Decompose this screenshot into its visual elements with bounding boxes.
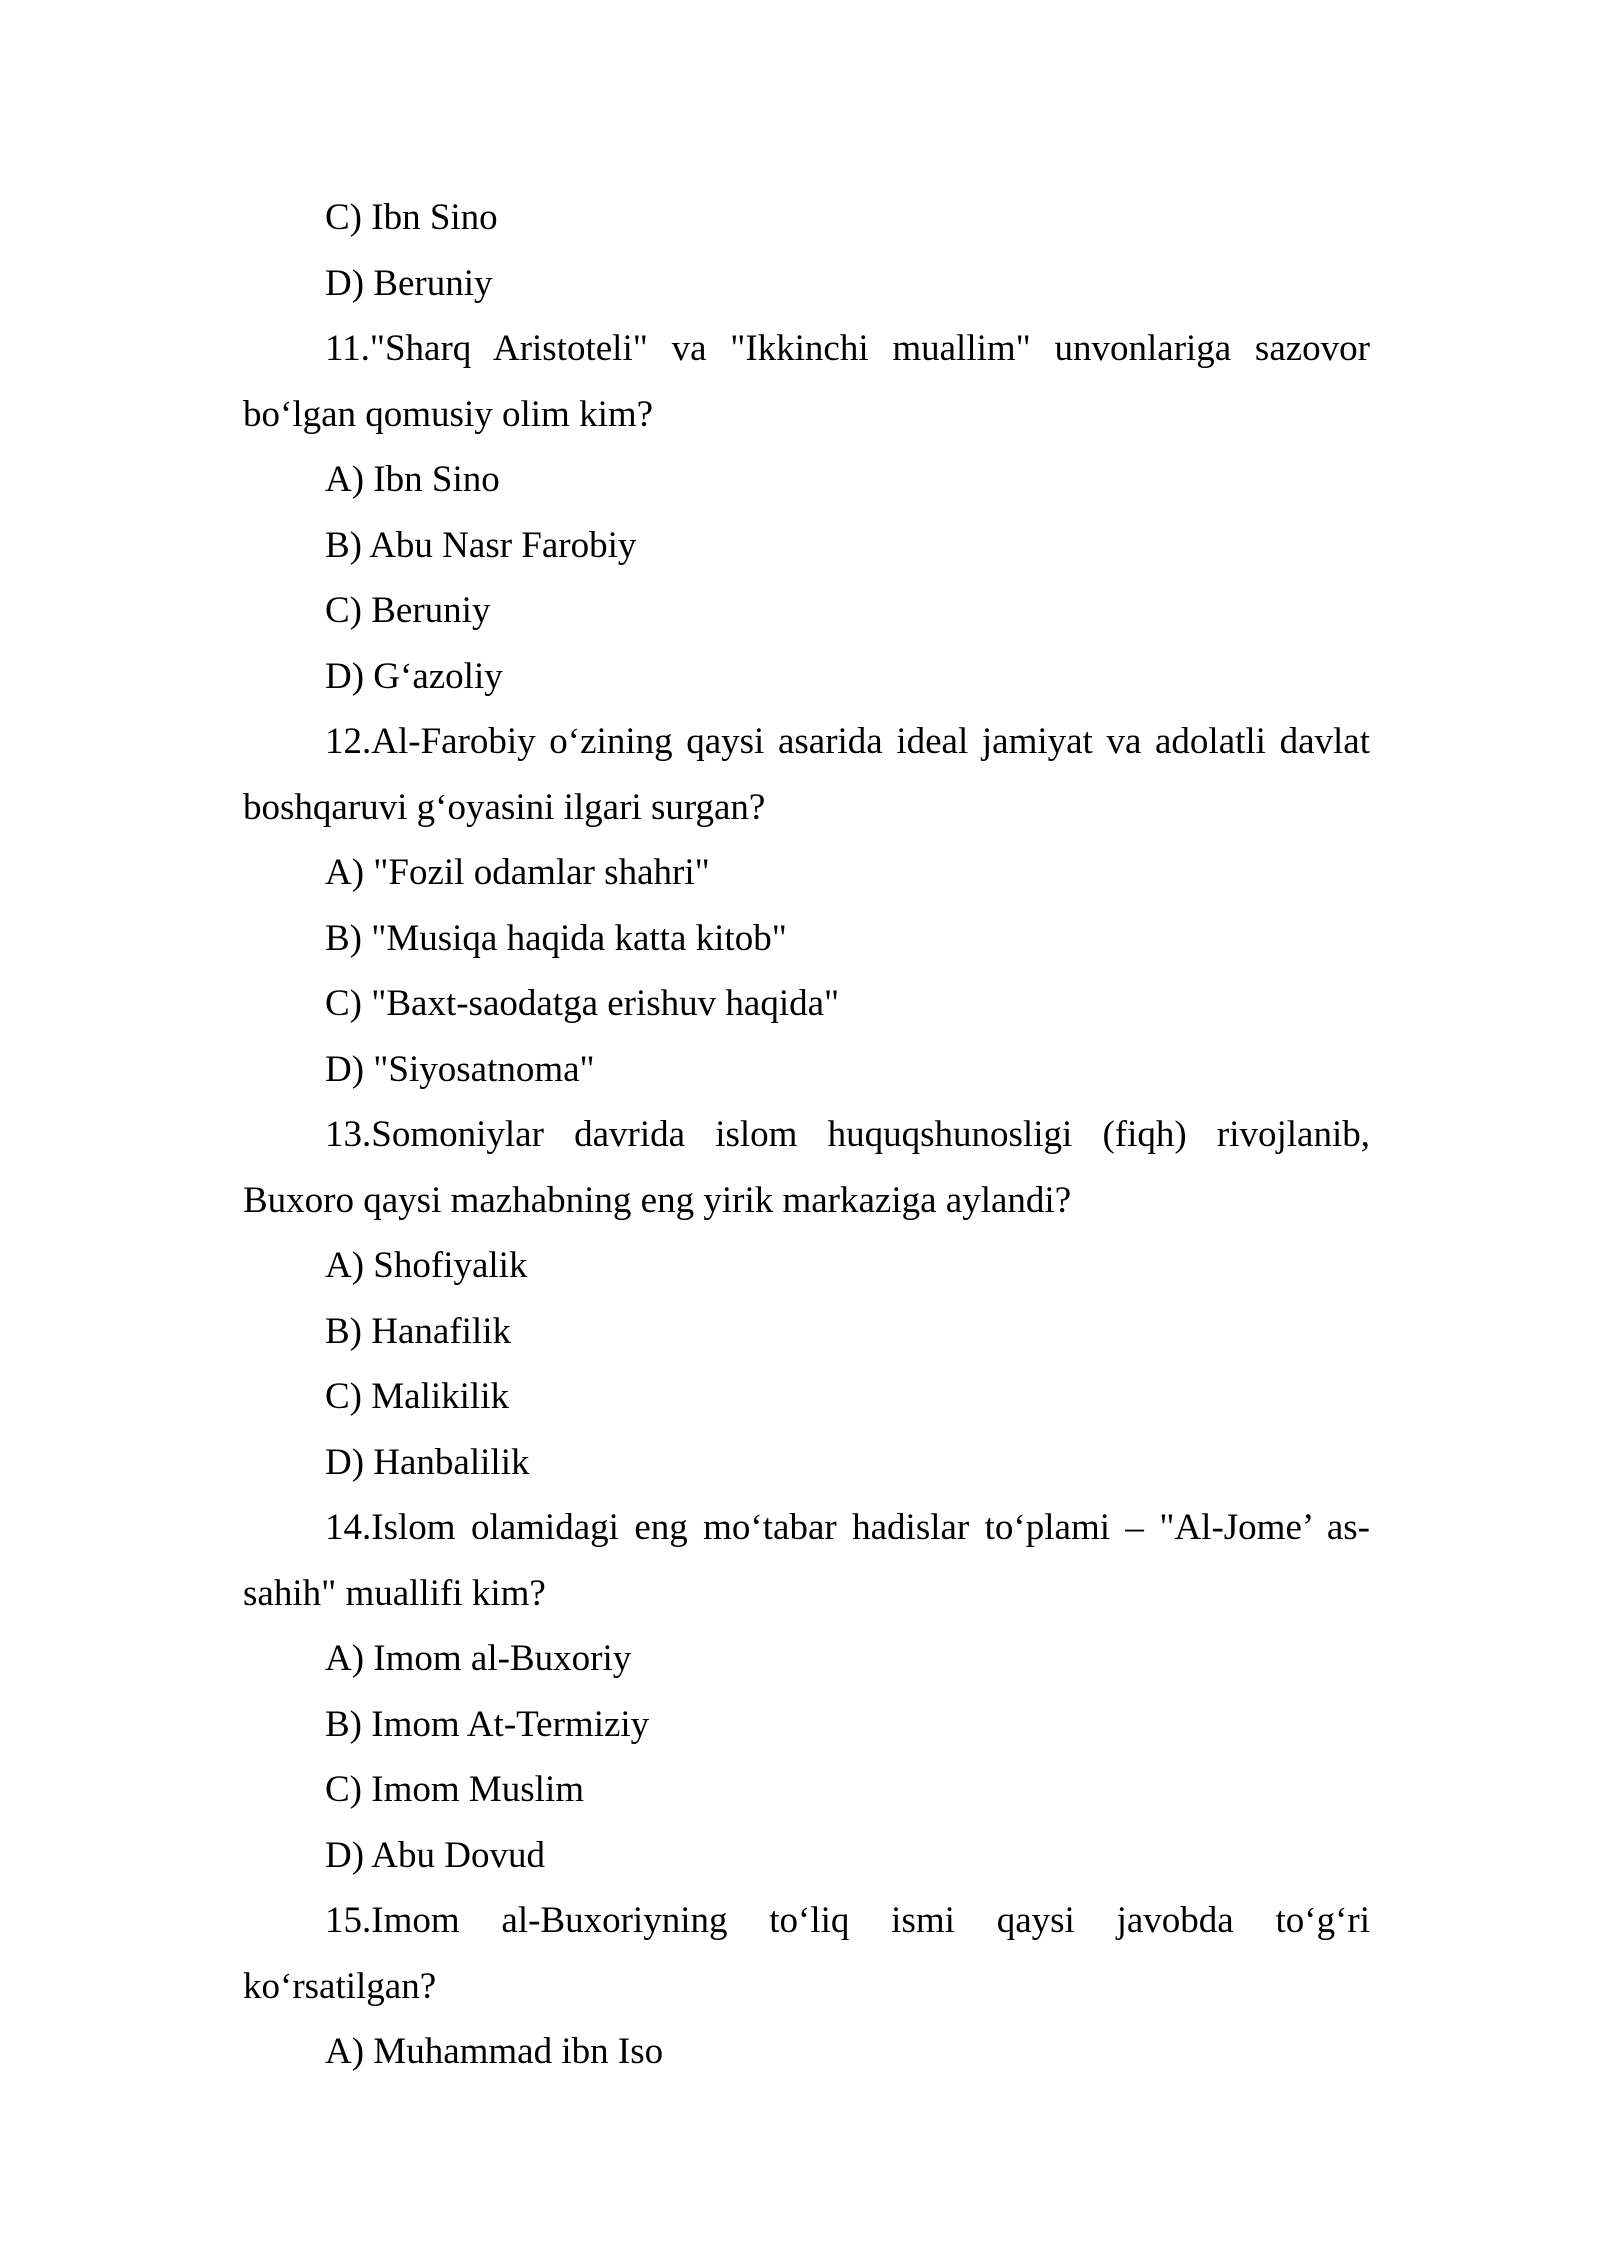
answer-option: C) Ibn Sino bbox=[325, 197, 498, 238]
answer-option: D) Beruniy bbox=[325, 262, 493, 304]
question-text: 12.Al-Farobiy o‘zining qaysi asarida ideal jamiyat va adolatli davlat bbox=[325, 721, 1370, 762]
question-text: 11."Sharq Aristoteli" va "Ikkinchi muallim" unvonlariga sazovor bbox=[325, 328, 1370, 369]
answer-option: C) Beruniy bbox=[325, 590, 491, 631]
answer-option: A) Ibn Sino bbox=[325, 459, 500, 500]
question-text-continuation: sahih" muallifi kim? bbox=[243, 1572, 546, 1614]
answer-option: B) Abu Nasr Farobiy bbox=[325, 524, 637, 566]
answer-option: B) Hanafilik bbox=[325, 1310, 511, 1352]
question-text: 14.Islom olamidagi eng mo‘tabar hadislar to‘plami – "Al-Jome’ as- bbox=[325, 1507, 1370, 1548]
answer-option: C) Imom Muslim bbox=[325, 1769, 585, 1810]
answer-option: D) G‘azoliy bbox=[325, 655, 503, 697]
question-text-continuation: bo‘lgan qomusiy olim kim? bbox=[243, 393, 654, 435]
answer-option: B) "Musiqa haqida katta kitob" bbox=[325, 917, 787, 959]
answer-option: A) "Fozil odamlar shahri" bbox=[325, 852, 710, 893]
question-text-continuation: boshqaruvi g‘oyasini ilgari surgan? bbox=[243, 786, 766, 828]
question-text: 15.Imom al-Buxoriyning to‘liq ismi qaysi javobda to‘g‘ri bbox=[325, 1900, 1370, 1941]
question-text-continuation: ko‘rsatilgan? bbox=[243, 1965, 437, 2007]
answer-option: D) Abu Dovud bbox=[325, 1834, 545, 1876]
answer-option: D) "Siyosatnoma" bbox=[325, 1048, 595, 1090]
document-body bbox=[243, 185, 1370, 2085]
answer-option: D) Hanbalilik bbox=[325, 1441, 530, 1483]
answer-option: C) "Baxt-saodatga erishuv haqida" bbox=[325, 983, 840, 1024]
question-text-continuation: Buxoro qaysi mazhabning eng yirik markaziga aylandi? bbox=[243, 1179, 1072, 1221]
answer-option: A) Muhammad ibn Iso bbox=[325, 2031, 664, 2072]
answer-option: B) Imom At-Termiziy bbox=[325, 1703, 650, 1745]
answer-option: C) Malikilik bbox=[325, 1376, 509, 1417]
question-text: 13.Somoniylar davrida islom huquqshunosligi (fiqh) rivojlanib, bbox=[325, 1114, 1370, 1155]
answer-option: A) Imom al-Buxoriy bbox=[325, 1638, 632, 1679]
answer-option: A) Shofiyalik bbox=[325, 1245, 528, 1286]
